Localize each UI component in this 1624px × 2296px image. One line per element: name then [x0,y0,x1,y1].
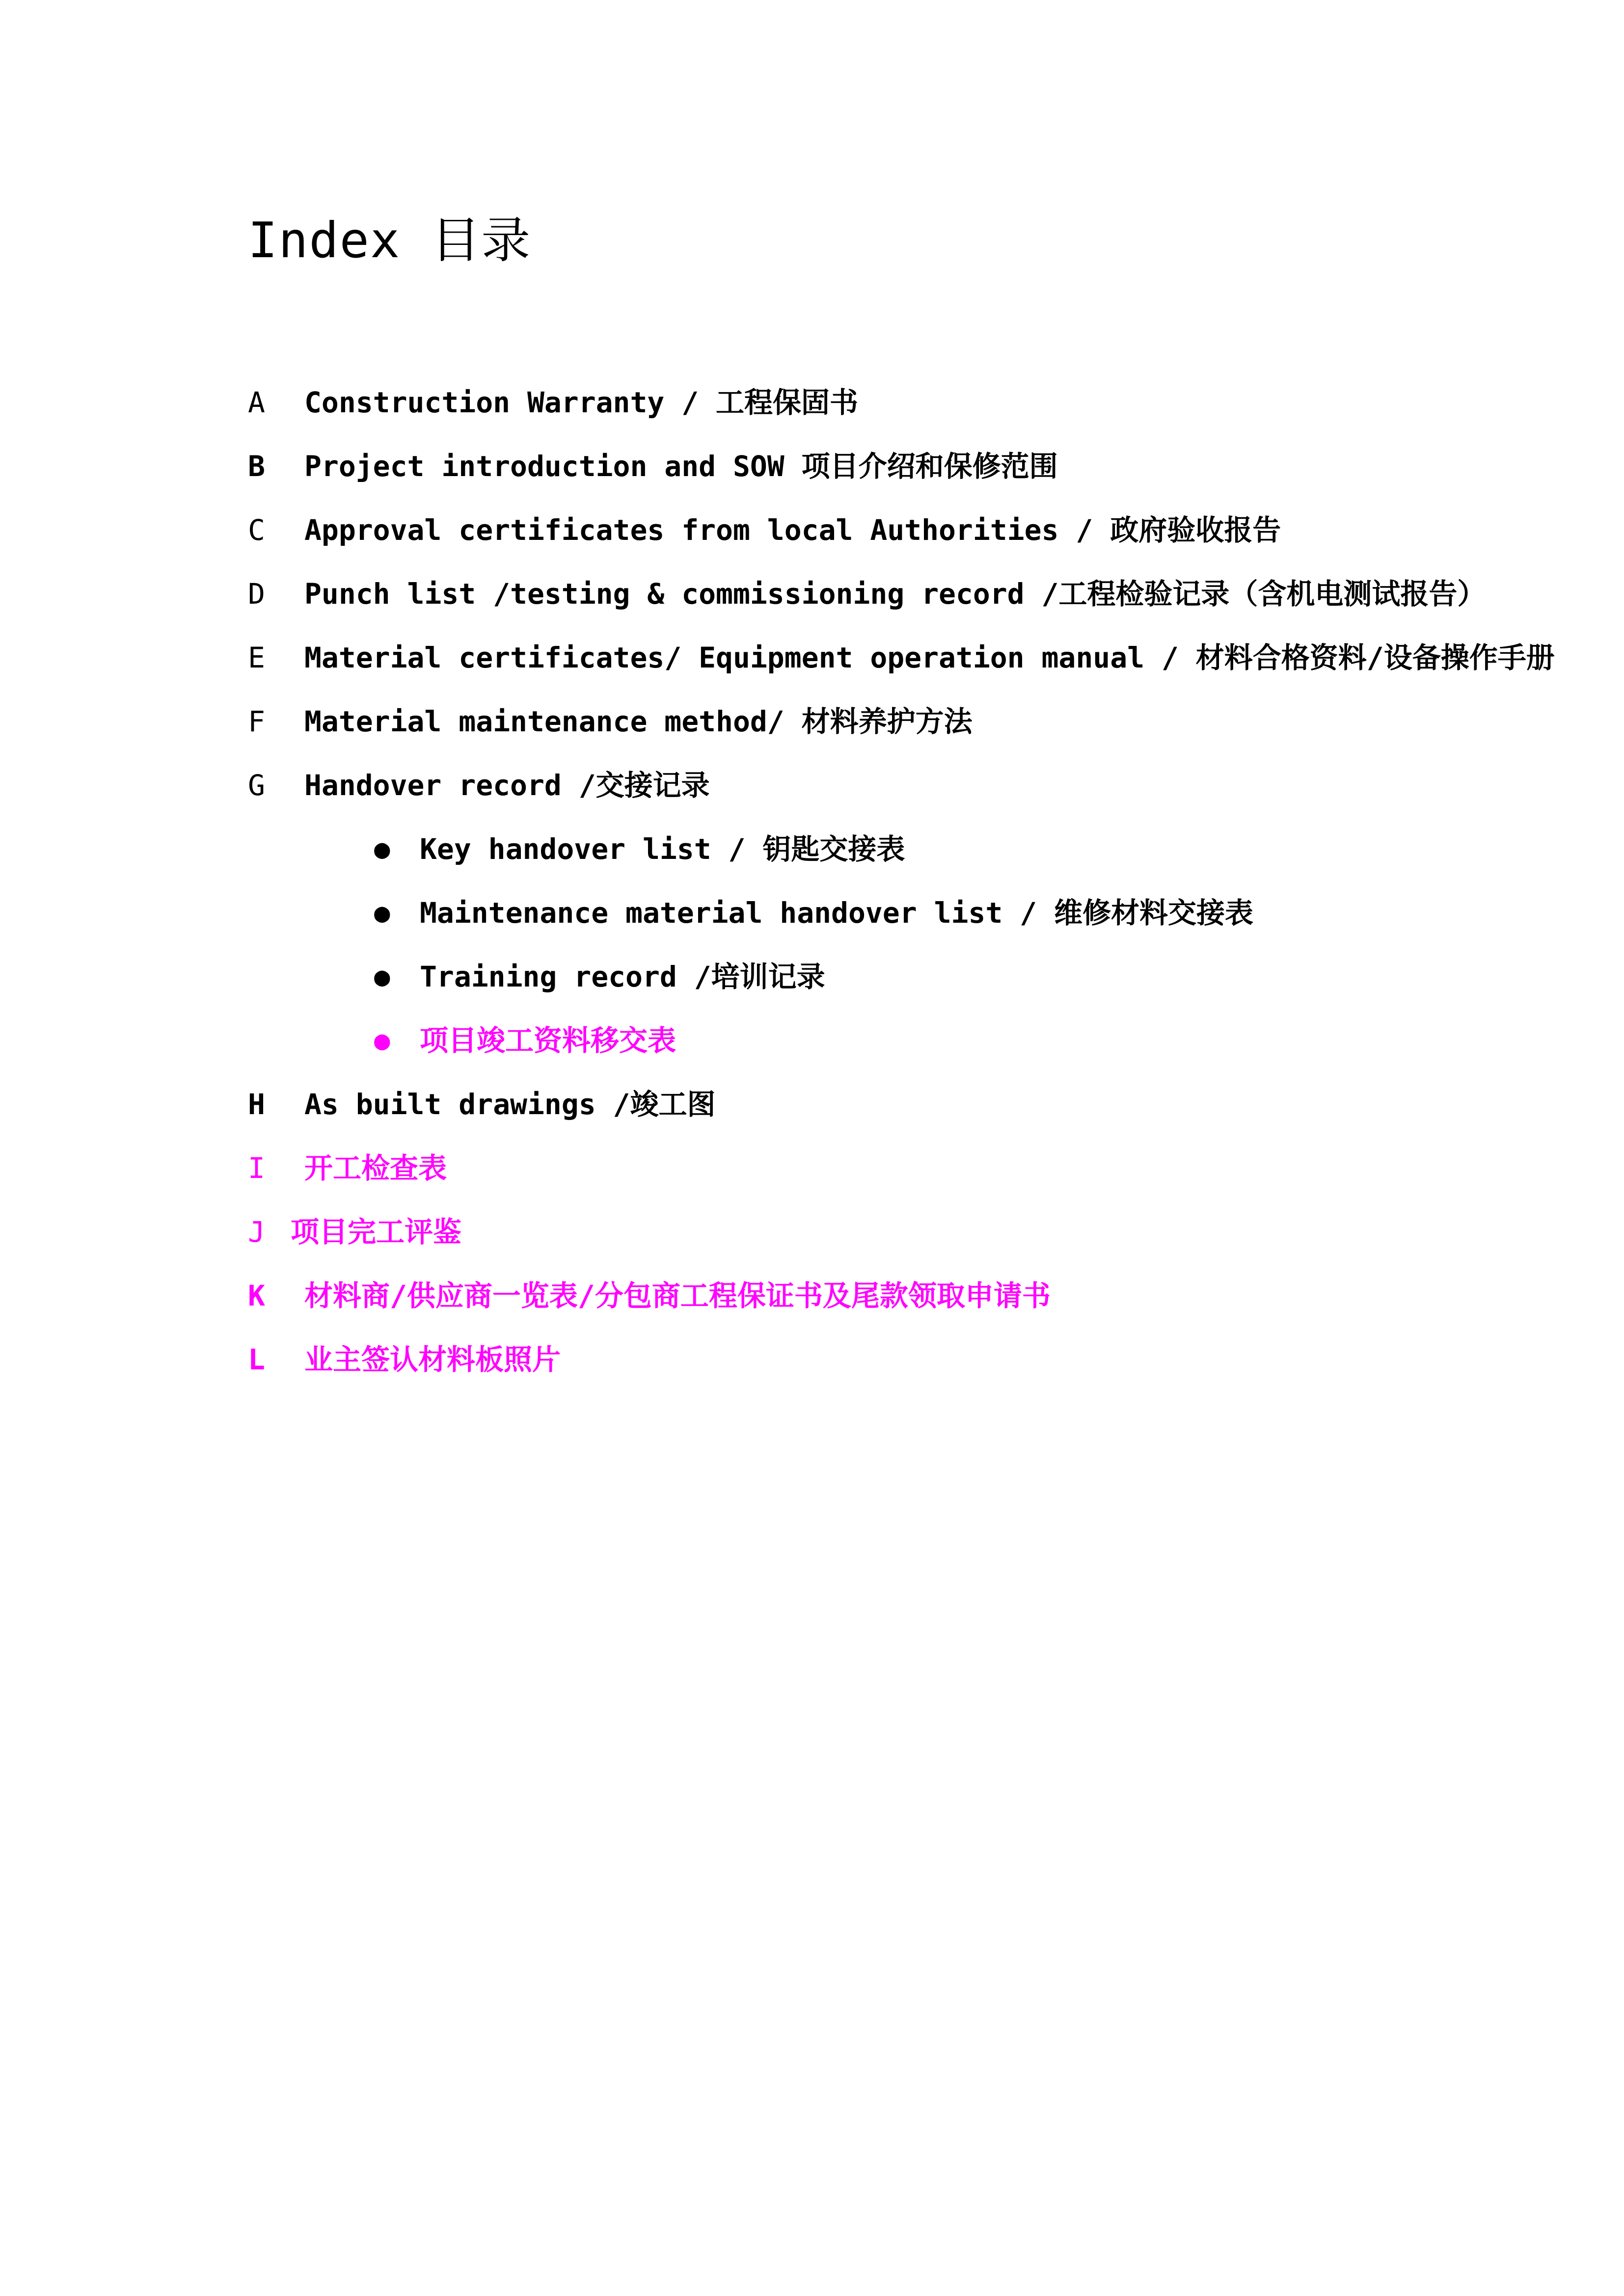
entry-text: 业主签认材料板照片 [304,1343,561,1376]
entry-letter: E [248,641,265,674]
entry-text: Construction Warranty / 工程保固书 [304,386,859,419]
bullet-icon: ● [374,1025,390,1056]
entry-text: 开工检查表 [304,1151,447,1185]
entry-letter: C [248,513,265,547]
sub-entry-text: Training record /培训记录 [420,960,825,993]
entry-text: As built drawings /竣工图 [304,1088,716,1121]
bullet-icon: ● [374,833,390,864]
entry-text: 材料商/供应商一览表/分包商工程保证书及尾款领取申请书 [304,1279,1051,1312]
sub-entry-text: 项目竣工资料移交表 [420,1024,677,1057]
entry-letter: I [248,1151,265,1185]
sub-entry-text: Key handover list / 钥匙交接表 [420,832,905,866]
entry-text: Punch list /testing & commissioning record /工程检验记录（含机电测试报告） [304,577,1486,611]
entry-text: Approval certificates from local Authorities / 政府验收报告 [304,513,1281,547]
entry-letter: G [248,769,265,802]
entry-letter: H [248,1088,265,1121]
bullet-icon: ● [374,897,390,928]
entry-letter: K [248,1279,265,1312]
bullet-icon: ● [374,961,390,992]
entry-letter: F [248,705,265,738]
entry-text: Handover record /交接记录 [304,769,710,802]
entry-letter: J [248,1215,265,1249]
entry-text: Material maintenance method/ 材料养护方法 [304,705,973,738]
entry-text: Material certificates/ Equipment operation manual / 材料合格资料/设备操作手册 [304,641,1555,674]
sub-entry-text: Maintenance material handover list / 维修材料交接表 [420,896,1254,930]
entry-text: Project introduction and SOW 项目介绍和保修范围 [304,450,1058,483]
entry-letter: B [248,450,265,483]
entry-text: 项目完工评鉴 [291,1215,462,1249]
entry-letter: L [248,1343,265,1376]
entry-letter: A [248,386,265,419]
page-title: Index 目录 [248,212,532,269]
entry-letter: D [248,577,265,611]
